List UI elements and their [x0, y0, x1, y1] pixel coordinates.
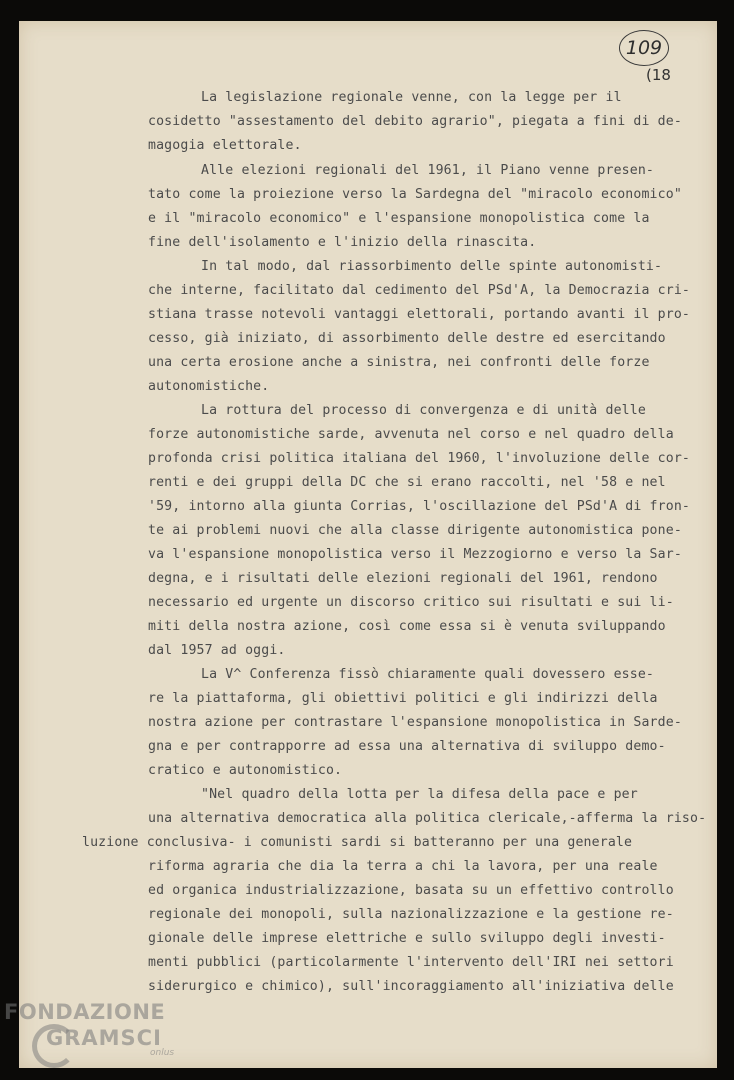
text-line: renti e dei gruppi della DC che si erano raccolti, nel '58 e nel [148, 475, 666, 490]
text-line: stiana trasse notevoli vantaggi elettorali, portando avanti il pro- [148, 307, 690, 322]
text-line: "Nel quadro della lotta per la difesa della pace e per [201, 787, 638, 802]
text-line: La legislazione regionale venne, con la legge per il [201, 90, 622, 105]
text-line: e il "miracolo economico" e l'espansione monopolistica come la [148, 211, 650, 226]
text-line: magogia elettorale. [148, 138, 302, 153]
text-line: degna, e i risultati delle elezioni regionali del 1961, rendono [148, 571, 658, 586]
sub-page-number: (18 [646, 66, 671, 84]
watermark-logo [4, 1000, 184, 1076]
text-line: La V^ Conferenza fissò chiaramente quali dovessero esse- [201, 667, 655, 682]
text-line: autonomistiche. [148, 379, 270, 394]
watermark-line2: GRAMSCI [46, 1026, 162, 1050]
text-line: menti pubblici (particolarmente l'intervento dell'IRI nei settori [148, 955, 674, 970]
text-line: re la piattaforma, gli obiettivi politici e gli indirizzi della [148, 691, 658, 706]
text-line: gna e per contrapporre ad essa una alternativa di sviluppo demo- [148, 739, 666, 754]
text-line: te ai problemi nuovi che alla classe dirigente autonomistica pone- [148, 523, 682, 538]
text-line: una certa erosione anche a sinistra, nei confronti delle forze [148, 355, 650, 370]
text-line: Alle elezioni regionali del 1961, il Piano venne presen- [201, 163, 655, 178]
text-line: va l'espansione monopolistica verso il Mezzogiorno e verso la Sar- [148, 547, 682, 562]
text-line: cratico e autonomistico. [148, 763, 343, 778]
text-line: tato come la proiezione verso la Sardegna del "miracolo economico" [148, 187, 682, 202]
text-line: ed organica industrializzazione, basata su un effettivo controllo [148, 883, 674, 898]
text-line: necessario ed urgente un discorso critico sui risultati e sui li- [148, 595, 674, 610]
text-line: dal 1957 ad oggi. [148, 643, 286, 658]
text-line: cosidetto "assestamento del debito agrario", piegata a fini di de- [148, 114, 682, 129]
text-line: che interne, facilitato dal cedimento del PSd'A, la Democrazia cri- [148, 283, 690, 298]
text-line: nostra azione per contrastare l'espansione monopolistica in Sarde- [148, 715, 682, 730]
text-line: cesso, già iniziato, di assorbimento delle destre ed esercitando [148, 331, 666, 346]
text-line: riforma agraria che dia la terra a chi la lavora, per una reale [148, 859, 658, 874]
text-line: forze autonomistiche sarde, avvenuta nel corso e nel quadro della [148, 427, 674, 442]
text-line: siderurgico e chimico), sull'incoraggiamento all'iniziativa delle [148, 979, 674, 994]
text-line: fine dell'isolamento e l'inizio della rinascita. [148, 235, 537, 250]
watermark-suffix: onlus [150, 1048, 175, 1058]
text-line: regionale dei monopoli, sulla nazionalizzazione e la gestione re- [148, 907, 674, 922]
text-line: profonda crisi politica italiana del 1960, l'involuzione delle cor- [148, 451, 690, 466]
page-number: 109 [619, 30, 669, 66]
text-line: una alternativa democratica alla politica clericale,-afferma la riso- [148, 811, 707, 826]
text-line: La rottura del processo di convergenza e di unità delle [201, 403, 646, 418]
text-line: miti della nostra azione, così come essa si è venuta sviluppando [148, 619, 666, 634]
text-line: In tal modo, dal riassorbimento delle spinte autonomisti- [201, 259, 663, 274]
text-line: luzione conclusiva- i comunisti sardi si batteranno per una generale [82, 835, 633, 850]
text-line: gionale delle imprese elettriche e sullo sviluppo degli investi- [148, 931, 666, 946]
text-line: '59, intorno alla giunta Corrias, l'oscillazione del PSd'A di fron- [148, 499, 690, 514]
watermark-line1: FONDAZIONE [4, 1000, 166, 1024]
